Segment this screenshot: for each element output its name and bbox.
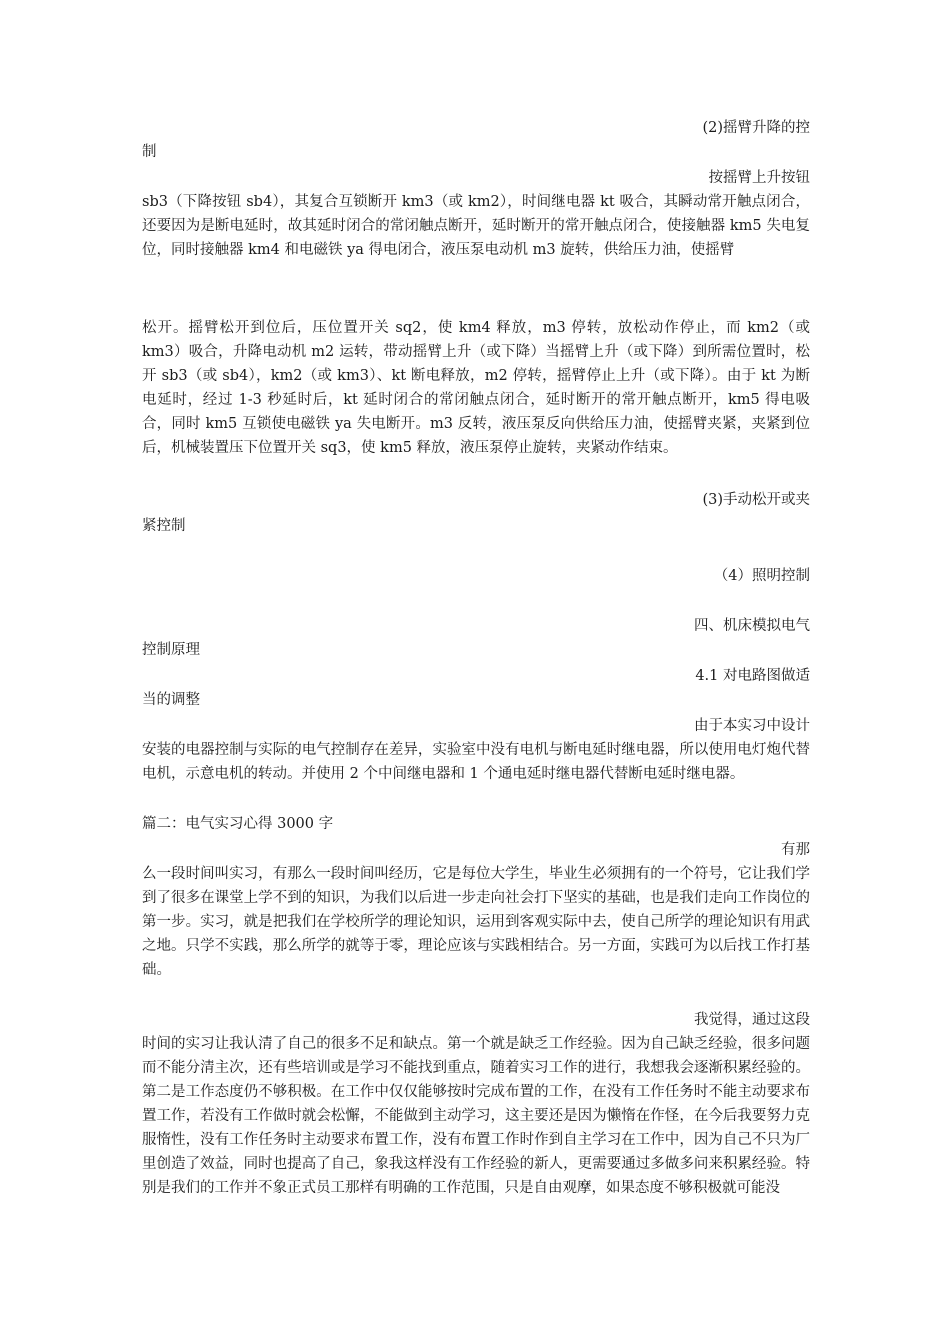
section-heading-2-cont: 制 xyxy=(142,144,157,160)
subsection-heading-cont: 当的调整 xyxy=(142,692,200,708)
paragraph-lead: 我觉得，通过这段 xyxy=(694,1012,810,1028)
part-title: 篇二：电气实习心得 3000 字 xyxy=(142,816,334,832)
chapter-heading-cont: 控制原理 xyxy=(142,642,200,658)
paragraph-body: 时间的实习让我认清了自己的很多不足和缺点。第一个就是缺乏工作经验。因为自己缺乏经验，很多问题而不能分清主次，还有些培训或是学习不能找到重点，随着实习工作的进行，我想我会逐渐积累经验的。第二是工作态度仍不够积极。在工作中仅仅能够按时完成布置的工作，在没有工作任务时不能主动要求布置工作，若没有工作做时就会松懈，不能做到主动学习，这主要还是因为懒惰在作怪，在今后我要努力克服惰性，没有工作任务时主动要求布置工作，没有布置工作时作到自主学习在工作中，因为自己不只为厂里创造了效益，同时也提高了自己，象我这样没有工作经验的新人，更需要通过多做多问来积累经验。特别是我们的工作并不象正式员工那样有明确的工作范围，只是自由观摩，如果态度不够积极就可能没 xyxy=(142,1036,810,1196)
subsection-heading: 4.1 对电路图做适 xyxy=(695,668,810,684)
paragraph-body: 松开。摇臂松开到位后，压位置开关 sq2，使 km4 释放，m3 停转，放松动作停止，而 km2（或 km3）吸合，升降电动机 m2 运转，带动摇臂上升（或下降）当摇臂上升（或下降）到所需位置时，松开 sb3（或 sb4），km2（或 km3）、kt 断电释放，m2 停转，摇臂停止上升（或下降）。由于 kt 为断电延时，经过 1-3 秒延时后，kt 延时闭合的常闭触点闭合，延时断开的常开触点断开，km5 得电吸合，同时 km5 互锁使电磁铁 ya 失电断开。m3 反转，液压泵反向供给压力油，使摇臂夹紧，夹紧到位后，机械装置压下位置开关 sq3，使 km5 释放，液压泵停止旋转，夹紧动作结束。 xyxy=(142,320,810,456)
paragraph-lead: 由于本实习中设计 xyxy=(694,718,810,734)
section-heading-3-cont: 紧控制 xyxy=(142,518,186,534)
paragraph-lead: 按摇臂上升按钮 xyxy=(708,170,810,186)
section-heading-4: （4）照明控制 xyxy=(713,568,810,584)
paragraph-body: 么一段时间叫实习，有那么一段时间叫经历，它是每位大学生，毕业生必须拥有的一个符号，它让我们学到了很多在课堂上学不到的知识，为我们以后进一步走向社会打下坚实的基础，也是我们走向工作岗位的第一步。实习，就是把我们在学校所学的理论知识，运用到客观实际中去，使自己所学的理论知识有用武之地。只学不实践，那么所学的就等于零，理论应该与实践相结合。另一方面，实践可为以后找工作打基础。 xyxy=(142,866,810,978)
paragraph-body: sb3（下降按钮 sb4），其复合互锁断开 km3（或 km2），时间继电器 kt 吸合，其瞬动常开触点闭合，还要因为是断电延时，故其延时闭合的常闭触点断开，延时断开的常开触点闭合，使接触器 km5 失电复位，同时接触器 km4 和电磁铁 ya 得电闭合，液压泵电动机 m3 旋转，供给压力油，使摇臂 xyxy=(142,194,810,258)
paragraph-lead: 有那 xyxy=(781,842,810,858)
paragraph-body: 安装的电器控制与实际的电气控制存在差异，实验室中没有电机与断电延时继电器，所以使用电灯炮代替电机，示意电机的转动。并使用 2 个中间继电器和 1 个通电延时继电器代替断电延时继电器。 xyxy=(142,742,810,782)
chapter-heading: 四、机床模拟电气 xyxy=(694,618,810,634)
section-heading-2: (2)摇臂升降的控 xyxy=(702,120,810,136)
section-heading-3: (3)手动松开或夹 xyxy=(702,492,810,508)
